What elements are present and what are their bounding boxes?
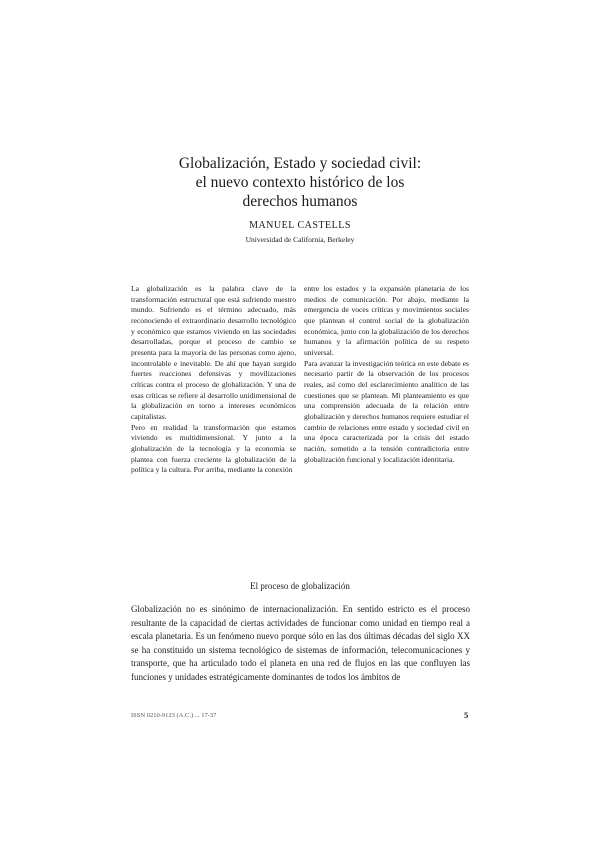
section-heading: El proceso de globalización — [250, 581, 350, 591]
title-line-2: el nuevo contexto histórico de los — [195, 174, 405, 191]
abstract-paragraph: Para avanzar la investigación teórica en este debate es necesario partir de la observación de los procesos reales, así como del esclarecimiento analítico de las cuestiones que se plantean. Mi planteamiento es que una comprensión adecuada de la relación entre globalización y derechos humanos requiere estudiar el cambio de relaciones entre estado y sociedad civil en una época caracterizada por la crisis del estado nación, sometido a la tensión contradictoria entre globalización funcional y localización identitaria. — [304, 358, 469, 464]
abstract-left-column — [131, 284, 296, 476]
journal-code: ISSN 0210-9123 (A.C.) ... 17-37 — [131, 712, 217, 719]
author-affiliation: Universidad de California, Berkeley — [245, 235, 355, 244]
title-line-1: Globalización, Estado y sociedad civil: — [178, 155, 422, 172]
abstract-paragraph: entre los estados y la expansión planetaria de los medios de comunicación. Por abajo, mediante la emergencia de voces críticas y movimientos sociales que plantean el control social de la globalización económica, junto con la globalización de los derechos humanos y la afirmación política de su respeto universal. — [304, 284, 469, 357]
abstract-right-column — [304, 284, 469, 465]
page-number: 5 — [464, 710, 469, 720]
author-name: MANUEL CASTELLS — [249, 220, 351, 231]
title-line-3: derechos humanos — [242, 193, 358, 210]
abstract-paragraph: Pero en realidad la transformación que estamos viviendo es multidimensional. Y junto a la globalización de la tecnología y la economía se plantea con fuerza creciente la globalización de la política y la cultura. Por arriba, mediante la conexión — [131, 422, 296, 475]
body-paragraph: Globalización no es sinónimo de internacionalización. En sentido estricto es el proceso resultante de la capacidad de ciertas actividades de funcionar como unidad en tiempo real a escala planetaria. Es un fenómeno nuevo porque sólo en las dos últimas décadas del siglo XX se ha constituido un sistema tecnológico de sistemas de información, telecomunicaciones y transporte, que ha articulado todo el planeta en una red de flujos en las que confluyen las funciones y unidades estratégicamente dominantes de todos los ámbitos de — [131, 604, 470, 682]
article-title — [150, 154, 450, 211]
abstract-paragraph: La globalización es la palabra clave de la transformación estructural que está sufriendo nuestro mundo. Sufriendo es el término adecuado, más reconociendo el extraordinario desarrollo tecnológico y económico que estamos viviendo en las sociedades desarrolladas, porque el proceso de cambio se presenta para la mayoría de las personas como ajeno, incontrolable e inevitable. De ahí que hayan surgido fuertes reacciones defensivas y movilizaciones críticas contra el proceso de globalización. Y una de esas críticas se refiere al desarrollo unidimensional de la globalización en torno a intereses económicos capitalistas. — [131, 284, 296, 421]
